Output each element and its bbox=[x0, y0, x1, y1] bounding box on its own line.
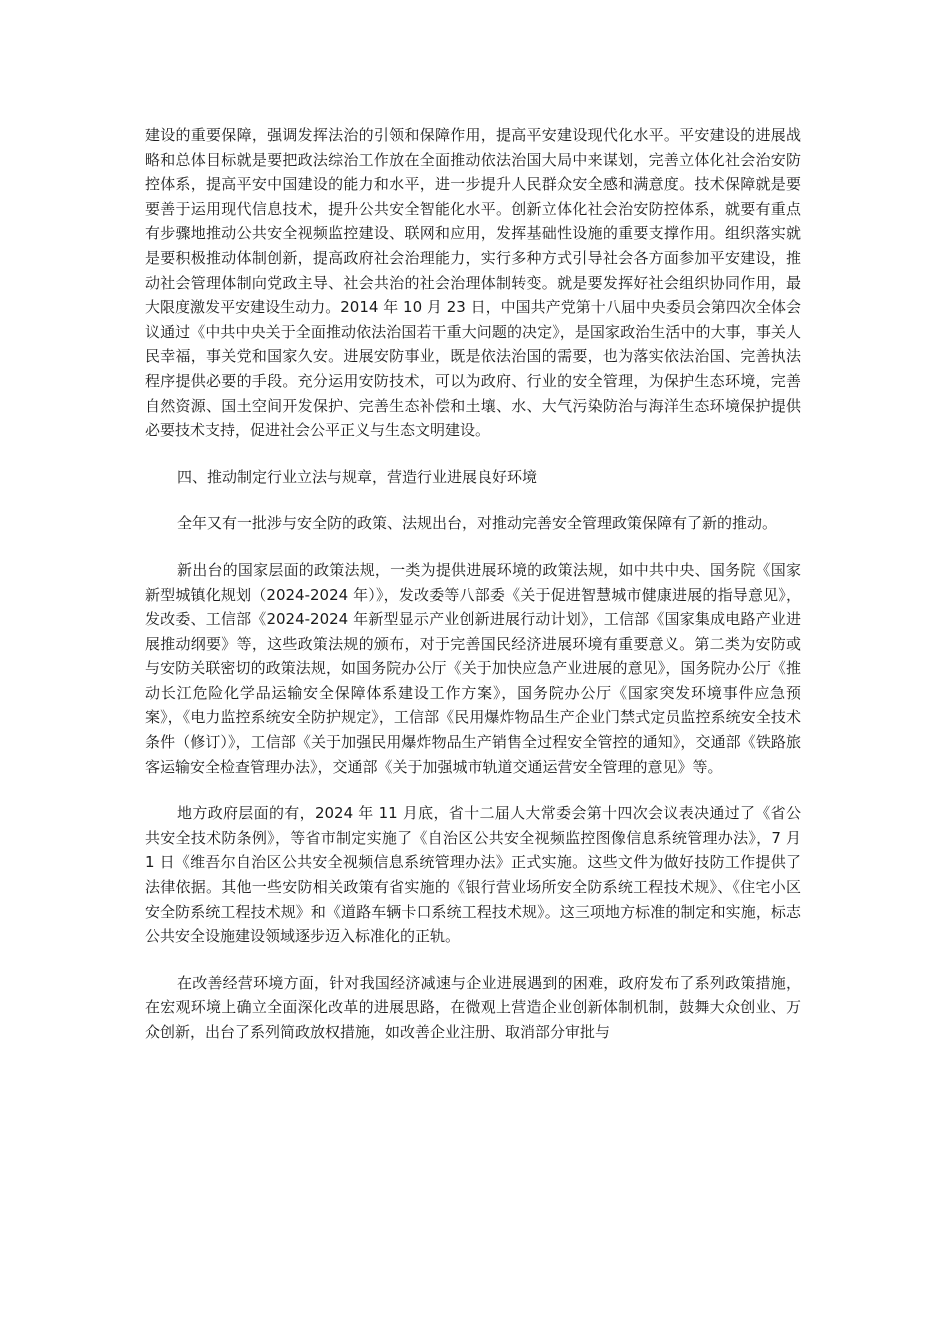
paragraph-business-environment: 在改善经营环境方面，针对我国经济减速与企业进展遇到的困难，政府发布了系列政策措施，在宏观环境上确立全面深化改革的进展思路，在微观上营造企业创新体制机制，鼓舞大众创业、万众创新，出台了系列简政放权措施，如改善企业注册、取消部分审批与 bbox=[145, 973, 801, 1041]
paragraph-safety-construction: 建设的重要保障，强调发挥法治的引领和保障作用，提高平安建设现代化水平。平安建设的进展战略和总体目标就是要把政法综治工作放在全面推动依法治国大局中来谋划，完善立体化社会治安防控体系，提高平安中国建设的能力和水平，进一步提升人民群众安全感和满意度。技术保障就是要要善于运用现代信息技术，提升公共安全智能化水平。创新立体化社会治安防控体系，就要有重点有步骤地推动公共安全视频监控建设、联网和应用，发挥基础性设施的重要支撑作用。组织落实就是要积极推动体制创新，提高政府社会治理能力，实行多种方式引导社会各方面参加平安建设，推动社会管理体制向党政主导、社会共治的社会治理体制转变。就是要发挥好社会组织协同作用，最大限度激发平安建设生动力。2014 年 10 月 23 日，中国共产党第十八届中央委员会第四次全体会议通过《中共中央关于全面推动依法治国若干重大问题的决定》，是国家政治生活中的大事，事关人民幸福，事关党和国家久安。进展安防事业，既是依法治国的需要，也为落实依法治国、完善执法程序提供必要的手段。充分运用安防技术，可以为政府、行业的安全管理，为保护生态环境，完善自然资源、国土空间开发保护、完善生态补偿和土壤、水、大气污染防治与海洋生态环境保护提供必要技术支持，促进社会公平正义与生态文明建设。 bbox=[145, 126, 801, 440]
paragraph-new-policies: 全年又有一批涉与安全防的政策、法规出台，对推动完善安全管理政策保障有了新的推动。 bbox=[177, 514, 778, 533]
paragraph-national-policies: 新出台的国家层面的政策法规，一类为提供进展环境的政策法规，如中共中央、国务院《国家新型城镇化规划（2024-2024 年）》，发改委等八部委《关于促进智慧城市健康进展的指导意见》，发改委、工信部《2024-2024 年新型显示产业创新进展行动计划》，工信部《国家集成电路产业进展推动纲要》等，这些政策法规的颁布，对于完善国民经济进展环境有重要意义。第二类为安防或与安防关联密切的政策法规，如国务院办公厅《关于加快应急产业进展的意见》，国务院办公厅《推动长江危险化学品运输安全保障体系建设工作方案》，国务院办公厅《国家突发环境事件应急预案》，《电力监控系统安全防护规定》，工信部《民用爆炸物品生产企业门禁式定员监控系统安全技术条件（修订）》，工信部《关于加强民用爆炸物品生产销售全过程安全管控的通知》，交通部《铁路旅客运输安全检查管理办法》，交通部《关于加强城市轨道交通运营安全管理的意见》等。 bbox=[145, 560, 801, 776]
document-page bbox=[145, 123, 801, 1067]
section-heading: 四、推动制定行业立法与规章，营造行业进展良好环境 bbox=[177, 467, 538, 486]
paragraph-local-policies: 地方政府层面的有，2024 年 11 月底，省十二届人大常委会第十四次会议表决通过了《省公共安全技术防条例》，等省市制定实施了《自治区公共安全视频监控图像信息系统管理办法》，7 月 1 日《维吾尔自治区公共安全视频信息系统管理办法》正式实施。这些文件为做好技防工作提供了法律依据。其他一些安防相关政策有省实施的《银行营业场所安全防系统工程技术规》、《住宅小区安全防系统工程技术规》和《道路车辆卡口系统工程技术规》。这三项地方标准的制定和实施，标志公共安全设施建设领域逐步迈入标准化的正轨。 bbox=[145, 804, 801, 946]
